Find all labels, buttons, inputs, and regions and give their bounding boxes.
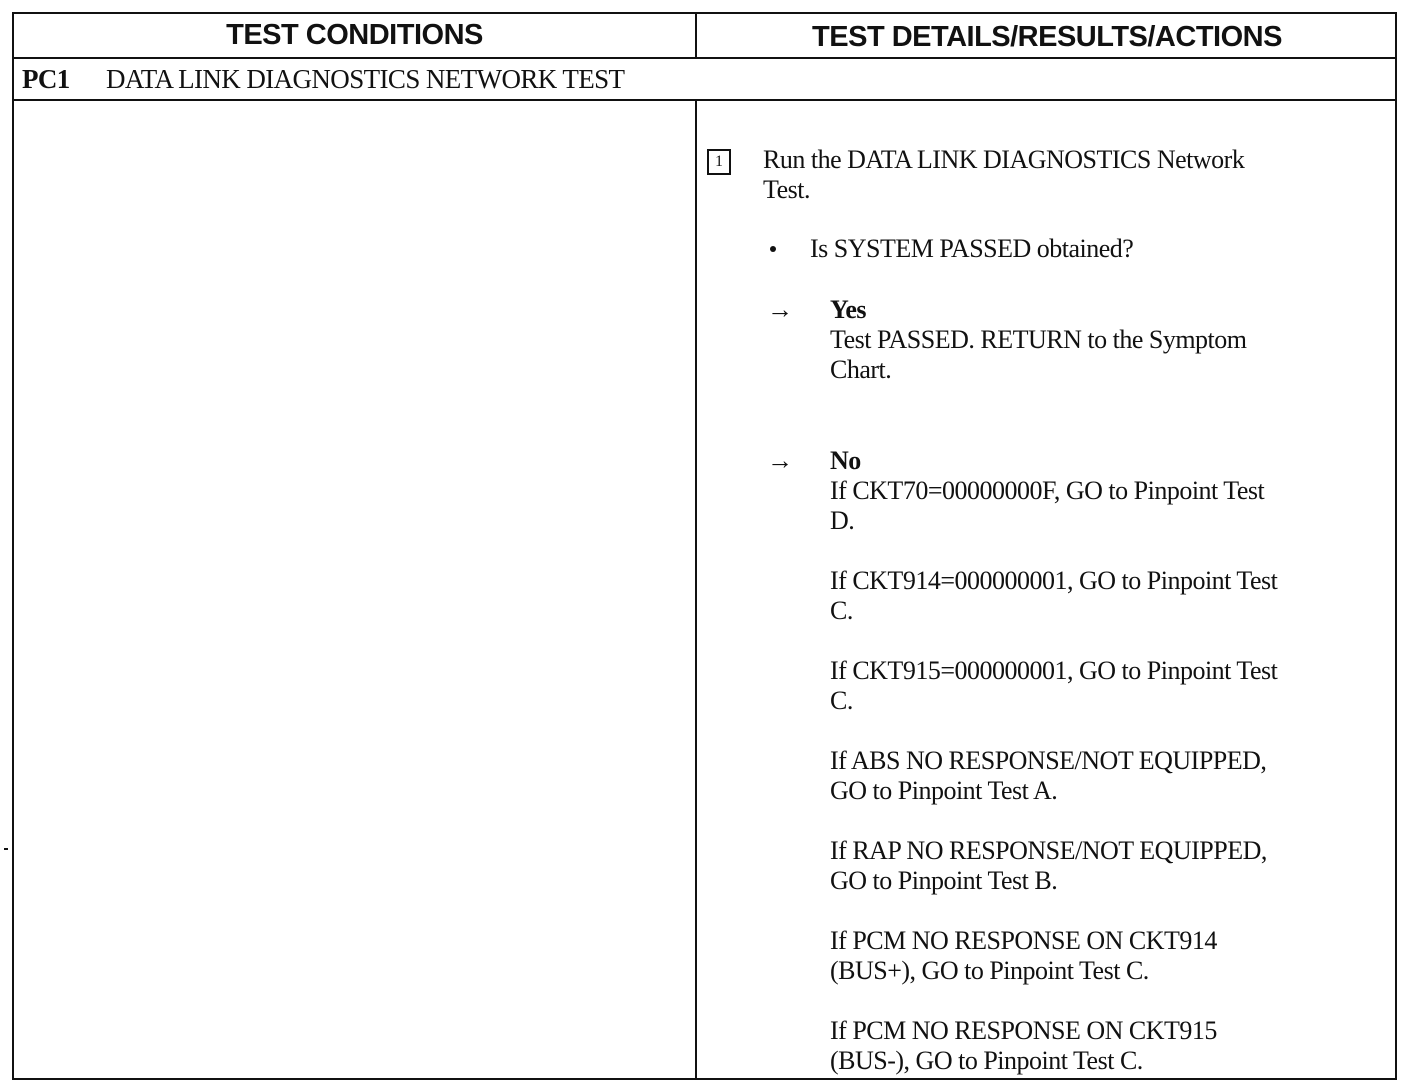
no-arrow-icon: → [767, 446, 793, 475]
step-question: Is SYSTEM PASSED obtained? [810, 234, 1134, 263]
yes-arrow-icon: → [767, 295, 793, 324]
no-action-3-line1: If CKT915=000000001, GO to Pinpoint Test [830, 656, 1278, 685]
no-action-4-line2: GO to Pinpoint Test A. [830, 776, 1058, 805]
test-conditions-column [14, 101, 697, 1078]
header-test-details: TEST DETAILS/RESULTS/ACTIONS [812, 21, 1282, 53]
no-action-3-line2: C. [830, 686, 853, 715]
test-table [12, 12, 1397, 1080]
no-action-1-line1: If CKT70=00000000F, GO to Pinpoint Test [830, 476, 1265, 505]
no-action-7-line1: If PCM NO RESPONSE ON CKT915 [830, 1016, 1217, 1045]
bullet-icon [770, 246, 776, 252]
margin-tick-mark [4, 848, 8, 850]
test-title: DATA LINK DIAGNOSTICS NETWORK TEST [106, 64, 625, 94]
step-instruction-line2: Test. [763, 175, 810, 204]
test-code: PC1 [22, 64, 70, 94]
no-action-1-line2: D. [830, 506, 855, 535]
yes-result-line2: Chart. [830, 355, 892, 384]
no-action-2-line1: If CKT914=000000001, GO to Pinpoint Test [830, 566, 1278, 595]
step-number-box: 1 [707, 149, 731, 175]
no-action-5-line1: If RAP NO RESPONSE/NOT EQUIPPED, [830, 836, 1267, 865]
no-action-6-line2: (BUS+), GO to Pinpoint Test C. [830, 956, 1149, 985]
no-action-4-line1: If ABS NO RESPONSE/NOT EQUIPPED, [830, 746, 1267, 775]
no-action-5-line2: GO to Pinpoint Test B. [830, 866, 1058, 895]
yes-result-line1: Test PASSED. RETURN to the Symptom [830, 325, 1247, 354]
table-header-row [14, 14, 1395, 59]
yes-label: Yes [830, 295, 867, 324]
no-action-2-line2: C. [830, 596, 853, 625]
test-details-column [697, 101, 1397, 1078]
no-label: No [830, 446, 861, 475]
no-action-6-line1: If PCM NO RESPONSE ON CKT914 [830, 926, 1217, 955]
header-test-conditions: TEST CONDITIONS [14, 14, 697, 57]
step-instruction-line1: Run the DATA LINK DIAGNOSTICS Network [763, 145, 1245, 174]
test-title-row [14, 59, 1395, 101]
no-action-7-line2: (BUS-), GO to Pinpoint Test C. [830, 1046, 1143, 1075]
